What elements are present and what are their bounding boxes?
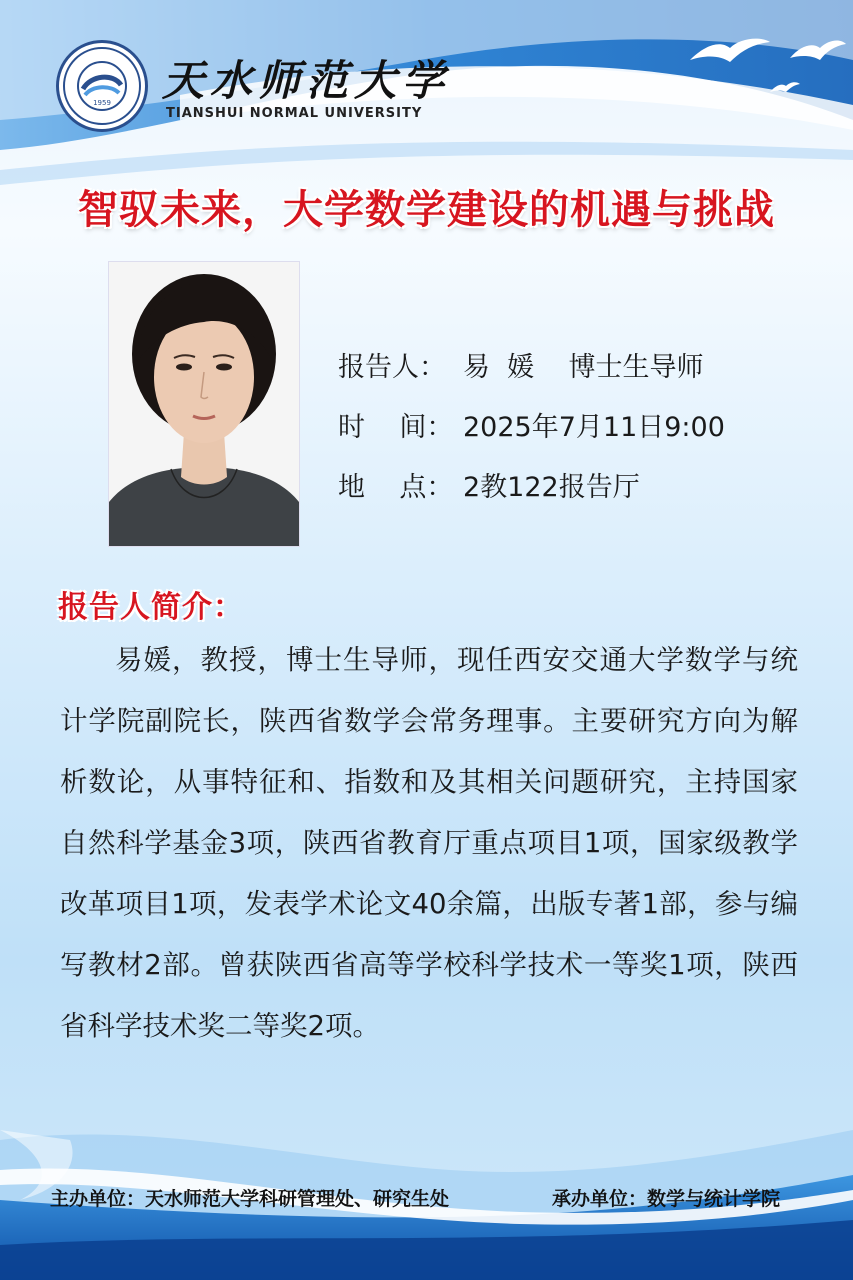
location-label: 地 点：: [338, 472, 454, 503]
seal-graphic: [59, 43, 145, 129]
host-unit: 主办单位：天水师范大学科研管理处、研究生处: [50, 1188, 450, 1210]
university-name-cn: 天水师范大学: [162, 56, 451, 105]
organizer-unit: 承办单位：数学与统计学院: [552, 1188, 781, 1210]
time-value: 2025年7月11日9:00: [463, 412, 725, 443]
lecture-title: 智驭未来，大学数学建设的机遇与挑战: [78, 187, 775, 233]
location-row: [338, 465, 640, 504]
university-seal-icon: [56, 40, 148, 132]
speaker-portrait: [108, 261, 300, 547]
speaker-value: 易 媛 博士生导师: [463, 352, 704, 383]
svg-text:1959: 1959: [93, 99, 111, 107]
university-name-en: TIANSHUI NORMAL UNIVERSITY: [166, 106, 423, 121]
location-value: 2教122报告厅: [463, 472, 640, 503]
bio-text: 易媛，教授，博士生导师，现任西安交通大学数学与统计学院副院长，陕西省数学会常务理事。主要研究方向为解析数论，从事特征和、指数和及其相关问题研究，主持国家自然科学基金3项，陕西省教育厅重点项目1项，国家级教学改革项目1项，发表学术论文40余篇，出版专著1部，参与编写教材2部。曾获陕西省高等学校科学技术一等奖1项，陕西省科学技术奖二等奖2项。: [60, 644, 798, 1042]
time-row: [338, 405, 725, 444]
portrait-graphic: [109, 262, 299, 546]
bio-heading: 报告人简介：: [58, 590, 244, 625]
speaker-row: [338, 345, 704, 384]
time-label: 时 间：: [338, 412, 454, 443]
speaker-label: 报告人：: [338, 352, 446, 383]
